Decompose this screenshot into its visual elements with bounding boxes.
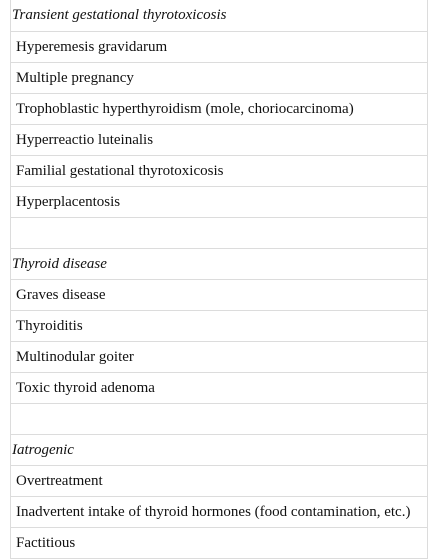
section-title-iatrogenic: Iatrogenic bbox=[11, 435, 427, 466]
list-item: Multinodular goiter bbox=[11, 342, 427, 373]
list-item: Hyperemesis gravidarum bbox=[11, 32, 427, 63]
list-item: Graves disease bbox=[11, 280, 427, 311]
list-item: Trophoblastic hyperthyroidism (mole, choriocarcinoma) bbox=[11, 94, 427, 125]
list-item: Overtreatment bbox=[11, 466, 427, 497]
section-title-thyroid-disease: Thyroid disease bbox=[11, 249, 427, 280]
spacer-row bbox=[11, 218, 427, 249]
list-item: Multiple pregnancy bbox=[11, 63, 427, 94]
list-item: Inadvertent intake of thyroid hormones (food contamination, etc.) bbox=[11, 497, 427, 528]
list-item: Factitious bbox=[11, 528, 427, 559]
section-title-transient-gestational-thyrotoxicosis: Transient gestational thyrotoxicosis bbox=[11, 0, 427, 32]
list-item: Toxic thyroid adenoma bbox=[11, 373, 427, 404]
list-item: Hyperreactio luteinalis bbox=[11, 125, 427, 156]
list-item: Hyperplacentosis bbox=[11, 187, 427, 218]
list-item: Familial gestational thyrotoxicosis bbox=[11, 156, 427, 187]
spacer-row bbox=[11, 404, 427, 435]
causes-table bbox=[10, 0, 428, 559]
list-item: Thyroiditis bbox=[11, 311, 427, 342]
